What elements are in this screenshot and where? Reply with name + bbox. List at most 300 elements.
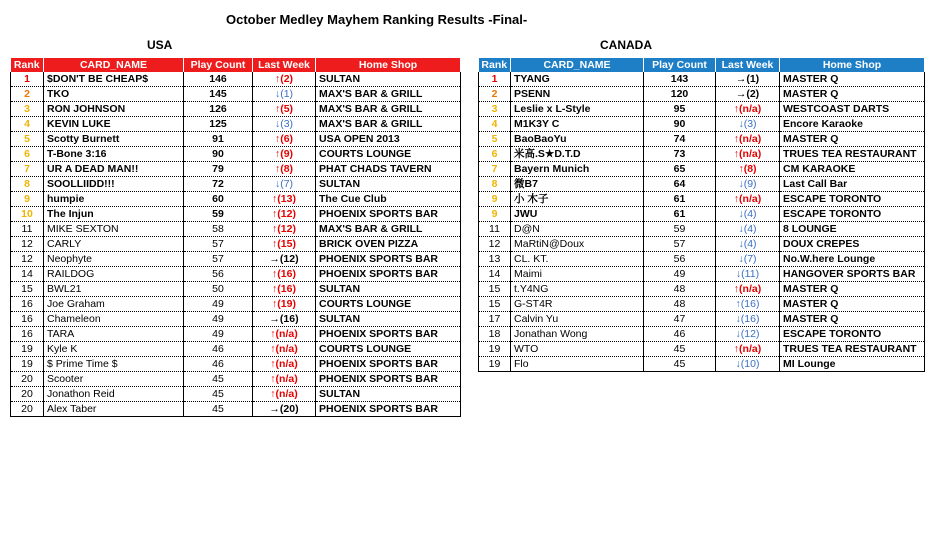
- table-header-row: [479, 58, 925, 72]
- last-week-cell: [253, 327, 316, 342]
- home-shop-cell: ESCAPE TORONTO: [780, 207, 925, 222]
- play-count-cell: 126: [184, 102, 253, 117]
- home-shop-cell: PHOENIX SPORTS BAR: [316, 327, 461, 342]
- trend-indicator: ↑(n/a): [733, 343, 762, 355]
- last-week-cell: [253, 192, 316, 207]
- last-week-cell: [253, 222, 316, 237]
- play-count-cell: 45: [644, 357, 716, 372]
- rank-cell: 12: [479, 237, 511, 252]
- table-row: [479, 192, 925, 207]
- play-count-cell: 57: [184, 237, 253, 252]
- last-week-cell: [253, 282, 316, 297]
- last-week-cell: [716, 102, 780, 117]
- table-row: [11, 402, 461, 417]
- card-name-cell: Alex Taber: [44, 402, 184, 417]
- home-shop-cell: MASTER Q: [780, 72, 925, 87]
- play-count-cell: 65: [644, 162, 716, 177]
- last-week-cell: [253, 117, 316, 132]
- page-title: October Medley Mayhem Ranking Results -Final-: [226, 12, 528, 27]
- play-count-cell: 47: [644, 312, 716, 327]
- rank-cell: 19: [11, 357, 44, 372]
- card-name-cell: Jonathon Reid: [44, 387, 184, 402]
- play-count-cell: 45: [184, 402, 253, 417]
- rank-cell: 15: [479, 282, 511, 297]
- home-shop-cell: SULTAN: [316, 282, 461, 297]
- play-count-cell: 56: [184, 267, 253, 282]
- last-week-cell: [253, 252, 316, 267]
- home-shop-cell: MAX'S BAR & GRILL: [316, 87, 461, 102]
- rank-cell: 15: [479, 297, 511, 312]
- rank-cell: 9: [11, 192, 44, 207]
- rank-cell: 15: [11, 282, 44, 297]
- card-name-cell: Jonathan Wong: [511, 327, 644, 342]
- card-name-cell: WTO: [511, 342, 644, 357]
- trend-indicator: ↓(4): [738, 238, 757, 250]
- play-count-cell: 73: [644, 147, 716, 162]
- rank-cell: 4: [11, 117, 44, 132]
- last-week-cell: [253, 162, 316, 177]
- trend-indicator: ↑(13): [272, 193, 296, 205]
- play-count-cell: 61: [644, 207, 716, 222]
- play-count-cell: 45: [184, 387, 253, 402]
- table-row: [479, 357, 925, 372]
- home-shop-cell: PHOENIX SPORTS BAR: [316, 252, 461, 267]
- rank-cell: 16: [11, 312, 44, 327]
- card-name-cell: RAILDOG: [44, 267, 184, 282]
- header-home-shop: Home Shop: [316, 58, 461, 72]
- rank-cell: 7: [479, 162, 511, 177]
- card-name-cell: D@N: [511, 222, 644, 237]
- play-count-cell: 49: [184, 327, 253, 342]
- trend-indicator: →(12): [269, 253, 299, 265]
- rank-cell: 4: [479, 117, 511, 132]
- rank-cell: 3: [11, 102, 44, 117]
- play-count-cell: 57: [184, 252, 253, 267]
- rank-cell: 12: [11, 237, 44, 252]
- table-row: [479, 132, 925, 147]
- trend-indicator: →(1): [735, 73, 760, 85]
- play-count-cell: 125: [184, 117, 253, 132]
- play-count-cell: 56: [644, 252, 716, 267]
- rank-cell: 12: [11, 252, 44, 267]
- last-week-cell: [253, 102, 316, 117]
- card-name-cell: Maimi: [511, 267, 644, 282]
- header-play-count: Play Count: [644, 58, 716, 72]
- table-row: [479, 342, 925, 357]
- table-row: [11, 117, 461, 132]
- card-name-cell: Calvin Yu: [511, 312, 644, 327]
- card-name-cell: CARLY: [44, 237, 184, 252]
- table-row: [11, 72, 461, 87]
- trend-indicator: ↓(10): [735, 358, 760, 370]
- table-header-row: [11, 58, 461, 72]
- play-count-cell: 45: [184, 372, 253, 387]
- card-name-cell: Scooter: [44, 372, 184, 387]
- table-row: [11, 252, 461, 267]
- play-count-cell: 46: [184, 357, 253, 372]
- play-count-cell: 145: [184, 87, 253, 102]
- header-last-week: Last Week: [716, 58, 780, 72]
- table-row: [479, 237, 925, 252]
- rank-cell: 17: [479, 312, 511, 327]
- rank-cell: 3: [479, 102, 511, 117]
- rank-cell: 11: [479, 222, 511, 237]
- home-shop-cell: SULTAN: [316, 72, 461, 87]
- card-name-cell: TARA: [44, 327, 184, 342]
- trend-indicator: ↑(16): [272, 268, 296, 280]
- trend-indicator: ↓(3): [274, 118, 294, 130]
- home-shop-cell: TRUES TEA RESTAURANT: [780, 342, 925, 357]
- last-week-cell: [716, 252, 780, 267]
- home-shop-cell: MASTER Q: [780, 282, 925, 297]
- play-count-cell: 90: [644, 117, 716, 132]
- rank-cell: 2: [11, 87, 44, 102]
- play-count-cell: 49: [184, 297, 253, 312]
- header-card-name: CARD_NAME: [44, 58, 184, 72]
- play-count-cell: 49: [644, 267, 716, 282]
- rank-cell: 16: [11, 297, 44, 312]
- rank-cell: 13: [479, 252, 511, 267]
- card-name-cell: KEVIN LUKE: [44, 117, 184, 132]
- card-name-cell: 微B7: [511, 177, 644, 192]
- trend-indicator: ↑(n/a): [733, 148, 762, 160]
- card-name-cell: T-Bone 3:16: [44, 147, 184, 162]
- last-week-cell: [716, 237, 780, 252]
- last-week-cell: [253, 132, 316, 147]
- card-name-cell: Scotty Burnett: [44, 132, 184, 147]
- play-count-cell: 90: [184, 147, 253, 162]
- card-name-cell: Kyle K: [44, 342, 184, 357]
- trend-indicator: →(2): [735, 88, 760, 100]
- last-week-cell: [716, 192, 780, 207]
- card-name-cell: SOOLLIIDD!!!: [44, 177, 184, 192]
- home-shop-cell: Last Call Bar: [780, 177, 925, 192]
- table-row: [11, 192, 461, 207]
- table-row: [11, 147, 461, 162]
- last-week-cell: [716, 87, 780, 102]
- card-name-cell: JWU: [511, 207, 644, 222]
- trend-indicator: ↑(16): [735, 298, 760, 310]
- rank-cell: 1: [11, 72, 44, 87]
- home-shop-cell: 8 LOUNGE: [780, 222, 925, 237]
- rank-cell: 20: [11, 372, 44, 387]
- trend-indicator: ↑(n/a): [733, 133, 762, 145]
- card-name-cell: humpie: [44, 192, 184, 207]
- table-row: [11, 327, 461, 342]
- card-name-cell: MaRtiN@Doux: [511, 237, 644, 252]
- home-shop-cell: SULTAN: [316, 177, 461, 192]
- trend-indicator: →(16): [269, 313, 299, 325]
- play-count-cell: 61: [644, 192, 716, 207]
- play-count-cell: 72: [184, 177, 253, 192]
- last-week-cell: [253, 207, 316, 222]
- card-name-cell: M1K3Y C: [511, 117, 644, 132]
- table-row: [11, 207, 461, 222]
- rank-cell: 19: [11, 342, 44, 357]
- table-row: [479, 327, 925, 342]
- home-shop-cell: MAX'S BAR & GRILL: [316, 222, 461, 237]
- home-shop-cell: DOUX CREPES: [780, 237, 925, 252]
- last-week-cell: [253, 147, 316, 162]
- last-week-cell: [716, 342, 780, 357]
- play-count-cell: 48: [644, 282, 716, 297]
- trend-indicator: ↑(n/a): [270, 343, 298, 355]
- header-card-name: CARD_NAME: [511, 58, 644, 72]
- rank-cell: 8: [11, 177, 44, 192]
- last-week-cell: [716, 147, 780, 162]
- last-week-cell: [716, 267, 780, 282]
- last-week-cell: [716, 207, 780, 222]
- last-week-cell: [716, 312, 780, 327]
- home-shop-cell: SULTAN: [316, 312, 461, 327]
- trend-indicator: ↑(9): [274, 148, 294, 160]
- last-week-cell: [716, 222, 780, 237]
- trend-indicator: ↓(4): [738, 223, 757, 235]
- card-name-cell: Joe Graham: [44, 297, 184, 312]
- play-count-cell: 91: [184, 132, 253, 147]
- play-count-cell: 57: [644, 237, 716, 252]
- trend-indicator: ↑(n/a): [733, 103, 762, 115]
- header-home-shop: Home Shop: [780, 58, 925, 72]
- header-play-count: Play Count: [184, 58, 253, 72]
- rank-cell: 5: [479, 132, 511, 147]
- table-row: [479, 222, 925, 237]
- play-count-cell: 45: [644, 342, 716, 357]
- play-count-cell: 74: [644, 132, 716, 147]
- trend-indicator: ↓(7): [274, 178, 294, 190]
- trend-indicator: ↑(n/a): [733, 193, 762, 205]
- trend-indicator: ↓(1): [274, 88, 294, 100]
- table-row: [479, 72, 925, 87]
- home-shop-cell: PHAT CHADS TAVERN: [316, 162, 461, 177]
- table-row: [11, 357, 461, 372]
- table-row: [11, 162, 461, 177]
- table-row: [11, 87, 461, 102]
- home-shop-cell: MAX'S BAR & GRILL: [316, 102, 461, 117]
- table-row: [11, 342, 461, 357]
- card-name-cell: Flo: [511, 357, 644, 372]
- home-shop-cell: COURTS LOUNGE: [316, 297, 461, 312]
- trend-indicator: ↑(2): [274, 73, 294, 85]
- rank-cell: 6: [11, 147, 44, 162]
- play-count-cell: 46: [184, 342, 253, 357]
- last-week-cell: [253, 387, 316, 402]
- play-count-cell: 95: [644, 102, 716, 117]
- last-week-cell: [253, 72, 316, 87]
- rank-cell: 18: [479, 327, 511, 342]
- last-week-cell: [716, 282, 780, 297]
- table-row: [11, 282, 461, 297]
- trend-indicator: ↑(16): [272, 283, 296, 295]
- header-last-week: Last Week: [253, 58, 316, 72]
- home-shop-cell: ESCAPE TORONTO: [780, 192, 925, 207]
- card-name-cell: $DON'T BE CHEAP$: [44, 72, 184, 87]
- play-count-cell: 58: [184, 222, 253, 237]
- trend-indicator: ↑(n/a): [270, 328, 298, 340]
- rank-cell: 7: [11, 162, 44, 177]
- rank-cell: 14: [479, 267, 511, 282]
- table-row: [479, 117, 925, 132]
- card-name-cell: BWL21: [44, 282, 184, 297]
- home-shop-cell: HANGOVER SPORTS BAR: [780, 267, 925, 282]
- header-rank: Rank: [479, 58, 511, 72]
- table-row: [11, 312, 461, 327]
- table-row: [11, 237, 461, 252]
- rank-cell: 20: [11, 387, 44, 402]
- trend-indicator: ↑(8): [738, 163, 757, 175]
- table-row: [11, 132, 461, 147]
- last-week-cell: [253, 297, 316, 312]
- trend-indicator: ↑(5): [274, 103, 294, 115]
- card-name-cell: 小 木子: [511, 192, 644, 207]
- usa-heading: USA: [147, 38, 173, 52]
- play-count-cell: 59: [184, 207, 253, 222]
- table-row: [11, 297, 461, 312]
- last-week-cell: [716, 177, 780, 192]
- last-week-cell: [253, 177, 316, 192]
- table-row: [479, 147, 925, 162]
- home-shop-cell: MASTER Q: [780, 132, 925, 147]
- card-name-cell: MIKE SEXTON: [44, 222, 184, 237]
- trend-indicator: →(20): [269, 403, 299, 415]
- card-name-cell: 米高.S★D.T.D: [511, 147, 644, 162]
- table-row: [479, 312, 925, 327]
- rank-cell: 6: [479, 147, 511, 162]
- trend-indicator: ↓(7): [738, 253, 757, 265]
- card-name-cell: CL. KT.: [511, 252, 644, 267]
- card-name-cell: G-ST4R: [511, 297, 644, 312]
- trend-indicator: ↑(15): [272, 238, 296, 250]
- card-name-cell: TYANG: [511, 72, 644, 87]
- play-count-cell: 49: [184, 312, 253, 327]
- trend-indicator: ↓(11): [735, 268, 760, 280]
- card-name-cell: BaoBaoYu: [511, 132, 644, 147]
- trend-indicator: ↑(19): [272, 298, 296, 310]
- home-shop-cell: PHOENIX SPORTS BAR: [316, 357, 461, 372]
- table-row: [479, 102, 925, 117]
- home-shop-cell: Encore Karaoke: [780, 117, 925, 132]
- play-count-cell: 64: [644, 177, 716, 192]
- rank-cell: 14: [11, 267, 44, 282]
- table-row: [479, 252, 925, 267]
- home-shop-cell: BRICK OVEN PIZZA: [316, 237, 461, 252]
- canada-ranking-table: [478, 58, 925, 372]
- trend-indicator: ↓(3): [738, 118, 757, 130]
- home-shop-cell: PHOENIX SPORTS BAR: [316, 207, 461, 222]
- home-shop-cell: PHOENIX SPORTS BAR: [316, 402, 461, 417]
- rank-cell: 8: [479, 177, 511, 192]
- home-shop-cell: MASTER Q: [780, 87, 925, 102]
- home-shop-cell: SULTAN: [316, 387, 461, 402]
- rank-cell: 2: [479, 87, 511, 102]
- header-rank: Rank: [11, 58, 44, 72]
- card-name-cell: t.Y4NG: [511, 282, 644, 297]
- home-shop-cell: USA OPEN 2013: [316, 132, 461, 147]
- trend-indicator: ↑(12): [272, 223, 296, 235]
- rank-cell: 19: [479, 357, 511, 372]
- play-count-cell: 79: [184, 162, 253, 177]
- card-name-cell: PSENN: [511, 87, 644, 102]
- table-row: [479, 267, 925, 282]
- home-shop-cell: COURTS LOUNGE: [316, 147, 461, 162]
- trend-indicator: ↑(8): [274, 163, 294, 175]
- table-row: [11, 102, 461, 117]
- trend-indicator: ↑(n/a): [733, 283, 762, 295]
- table-row: [11, 267, 461, 282]
- last-week-cell: [716, 327, 780, 342]
- table-row: [479, 162, 925, 177]
- card-name-cell: Leslie x L-Style: [511, 102, 644, 117]
- last-week-cell: [716, 357, 780, 372]
- last-week-cell: [716, 72, 780, 87]
- table-row: [11, 372, 461, 387]
- table-row: [479, 297, 925, 312]
- rank-cell: 20: [11, 402, 44, 417]
- table-row: [11, 387, 461, 402]
- table-row: [479, 177, 925, 192]
- play-count-cell: 50: [184, 282, 253, 297]
- trend-indicator: ↑(n/a): [270, 358, 298, 370]
- card-name-cell: RON JOHNSON: [44, 102, 184, 117]
- rank-cell: 5: [11, 132, 44, 147]
- table-row: [11, 222, 461, 237]
- home-shop-cell: TRUES TEA RESTAURANT: [780, 147, 925, 162]
- play-count-cell: 48: [644, 297, 716, 312]
- card-name-cell: Neophyte: [44, 252, 184, 267]
- card-name-cell: UR A DEAD MAN!!: [44, 162, 184, 177]
- card-name-cell: Bayern Munich: [511, 162, 644, 177]
- rank-cell: 9: [479, 207, 511, 222]
- trend-indicator: ↓(4): [738, 208, 757, 220]
- home-shop-cell: The Cue Club: [316, 192, 461, 207]
- table-row: [479, 282, 925, 297]
- usa-ranking-table: [10, 58, 461, 417]
- trend-indicator: ↓(12): [735, 328, 760, 340]
- rank-cell: 11: [11, 222, 44, 237]
- canada-heading: CANADA: [600, 38, 652, 52]
- home-shop-cell: MI Lounge: [780, 357, 925, 372]
- last-week-cell: [716, 117, 780, 132]
- last-week-cell: [253, 372, 316, 387]
- play-count-cell: 46: [644, 327, 716, 342]
- trend-indicator: ↓(9): [738, 178, 757, 190]
- home-shop-cell: PHOENIX SPORTS BAR: [316, 372, 461, 387]
- card-name-cell: $ Prime Time $: [44, 357, 184, 372]
- rank-cell: 19: [479, 342, 511, 357]
- play-count-cell: 60: [184, 192, 253, 207]
- last-week-cell: [253, 357, 316, 372]
- table-row: [479, 207, 925, 222]
- trend-indicator: ↑(6): [274, 133, 294, 145]
- rank-cell: 1: [479, 72, 511, 87]
- trend-indicator: ↓(16): [735, 313, 760, 325]
- home-shop-cell: ESCAPE TORONTO: [780, 327, 925, 342]
- rank-cell: 9: [479, 192, 511, 207]
- trend-indicator: ↑(n/a): [270, 373, 298, 385]
- rank-cell: 16: [11, 327, 44, 342]
- trend-indicator: ↑(n/a): [270, 388, 298, 400]
- play-count-cell: 59: [644, 222, 716, 237]
- card-name-cell: Chameleon: [44, 312, 184, 327]
- rank-cell: 10: [11, 207, 44, 222]
- card-name-cell: TKO: [44, 87, 184, 102]
- last-week-cell: [253, 267, 316, 282]
- home-shop-cell: WESTCOAST DARTS: [780, 102, 925, 117]
- card-name-cell: The Injun: [44, 207, 184, 222]
- home-shop-cell: MASTER Q: [780, 312, 925, 327]
- home-shop-cell: MAX'S BAR & GRILL: [316, 117, 461, 132]
- trend-indicator: ↑(12): [272, 208, 296, 220]
